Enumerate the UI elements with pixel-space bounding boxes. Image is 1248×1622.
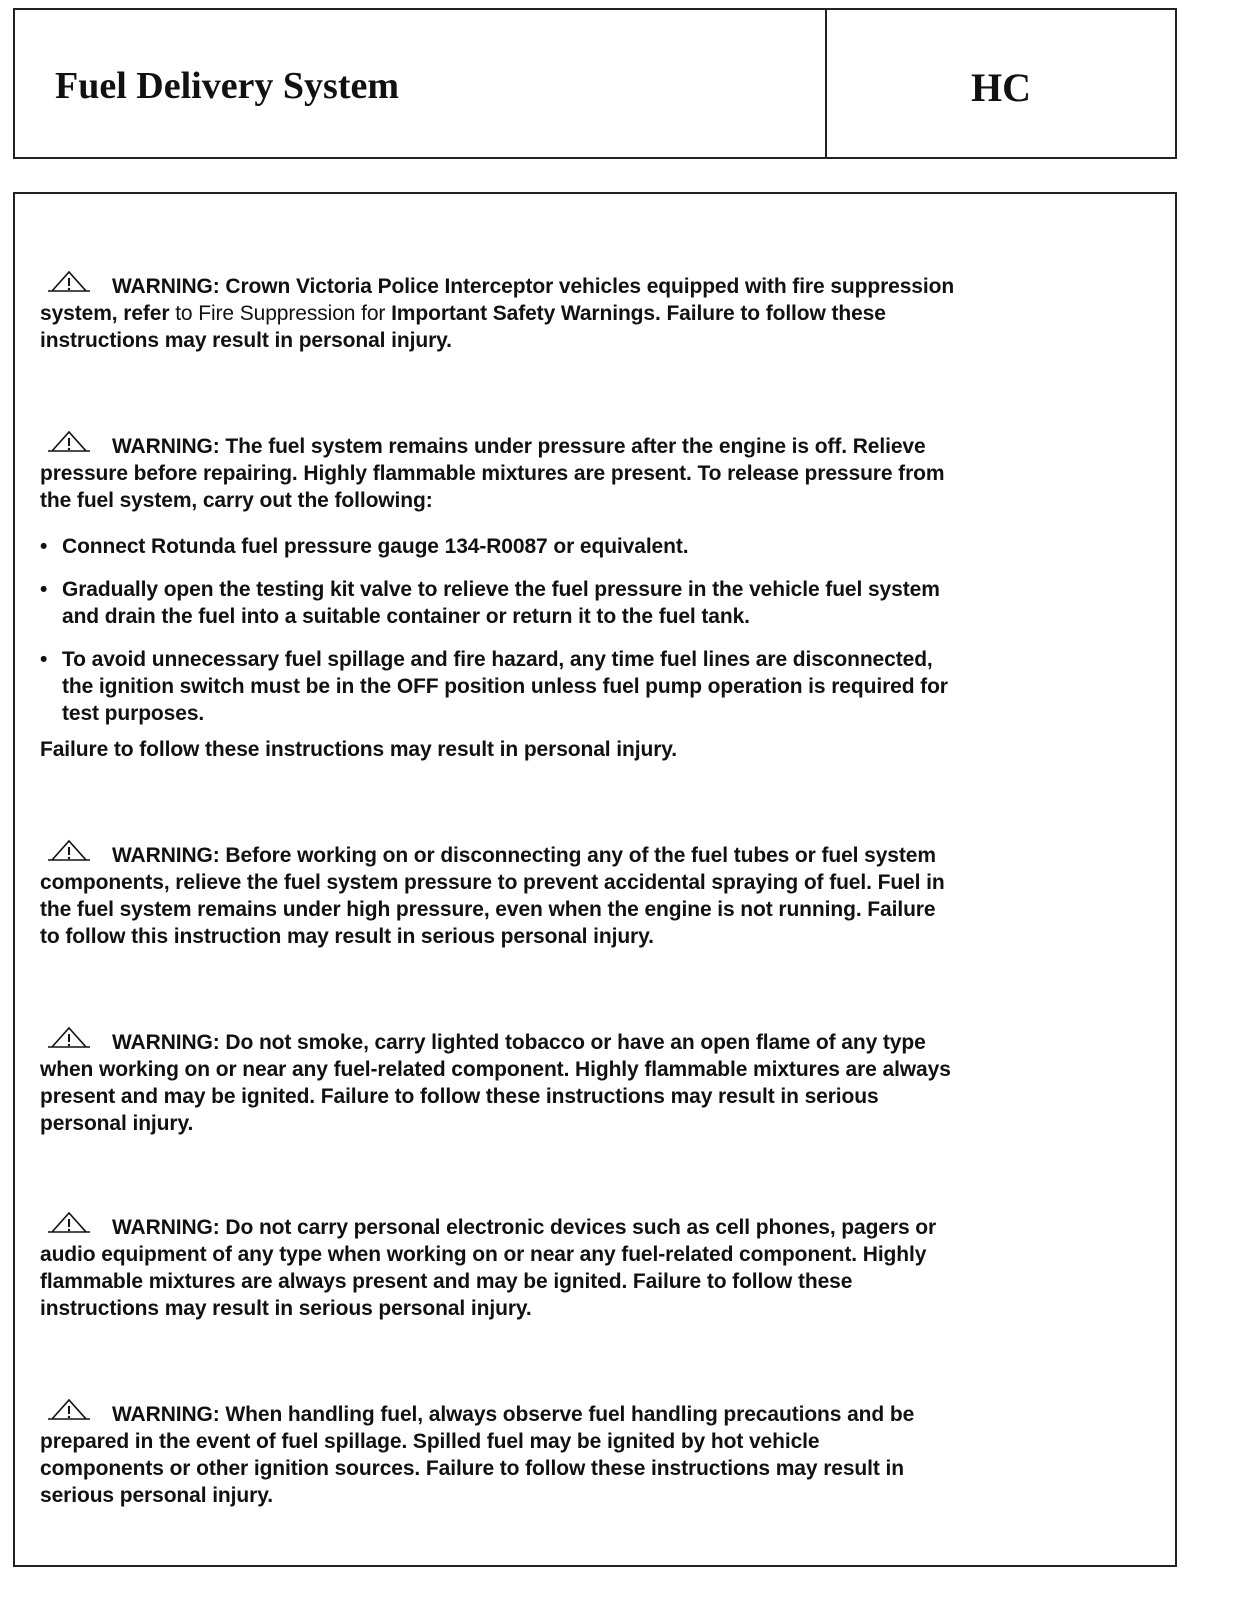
text-line: personal injury. xyxy=(40,1112,194,1135)
warning-paragraph xyxy=(40,1029,1160,1137)
text-line: components or other ignition sources. Failure to follow these instructions may result in xyxy=(40,1457,904,1480)
bullet: • xyxy=(40,578,48,601)
text-line: serious personal injury. xyxy=(40,1484,273,1507)
warning-triangle-icon xyxy=(48,269,90,295)
text-line: WARNING: When handling fuel, always observe fuel handling precautions and be xyxy=(112,1403,915,1426)
section-code: HC xyxy=(971,65,1031,110)
text-line: flammable mixtures are always present and may be ignited. Failure to follow these xyxy=(40,1270,853,1293)
warning-paragraph xyxy=(40,273,1160,354)
bullet-item xyxy=(40,576,1160,630)
bullet-item xyxy=(40,646,1160,727)
bullet-item xyxy=(40,533,1160,560)
warning-paragraph xyxy=(40,1214,1160,1322)
text-line: test purposes. xyxy=(62,702,205,725)
warning-triangle-icon xyxy=(48,1210,90,1236)
text-line: prepared in the event of fuel spillage. Spilled fuel may be ignited by hot vehicle xyxy=(40,1430,820,1453)
text: to Fire Suppression for xyxy=(175,302,386,325)
text-line: to follow this instruction may result in serious personal injury. xyxy=(40,925,654,948)
text-line: present and may be ignited. Failure to follow these instructions may result in serious xyxy=(40,1085,879,1108)
text-line: and drain the fuel into a suitable container or return it to the fuel tank. xyxy=(62,605,750,628)
warning-paragraph xyxy=(40,842,1160,950)
text-line: Gradually open the testing kit valve to relieve the fuel pressure in the vehicle fuel system xyxy=(62,578,940,601)
text-line: the fuel system remains under high pressure, even when the engine is not running. Failure xyxy=(40,898,936,921)
warning-paragraph xyxy=(40,1401,1160,1509)
bullet: • xyxy=(40,648,48,671)
text-line: Connect Rotunda fuel pressure gauge 134-R0087 or equivalent. xyxy=(62,535,689,558)
text-line: WARNING: Do not smoke, carry lighted tobacco or have an open flame of any type xyxy=(112,1031,926,1054)
warning-paragraph xyxy=(40,433,1160,514)
text-line: pressure before repairing. Highly flammable mixtures are present. To release pressure from xyxy=(40,462,945,485)
text: Important Safety Warnings. Failure to follow these xyxy=(385,302,886,325)
page-title: Fuel Delivery System xyxy=(55,65,400,107)
text-line: instructions may result in serious personal injury. xyxy=(40,1297,532,1320)
text-line: WARNING: The fuel system remains under pressure after the engine is off. Relieve xyxy=(112,435,926,458)
text-line: instructions may result in personal injury. xyxy=(40,329,452,352)
text-line xyxy=(40,300,1160,327)
text-line: WARNING: Crown Victoria Police Interceptor vehicles equipped with fire suppression xyxy=(112,275,955,298)
text-line: the fuel system, carry out the following: xyxy=(40,489,433,512)
text: system, refer xyxy=(40,302,176,325)
text-line: WARNING: Before working on or disconnecting any of the fuel tubes or fuel system xyxy=(112,844,936,867)
text-line: the ignition switch must be in the OFF position unless fuel pump operation is required for xyxy=(62,675,948,698)
warning-triangle-icon xyxy=(48,1025,90,1051)
warning-triangle-icon xyxy=(48,429,90,455)
text-line: WARNING: Do not carry personal electronic devices such as cell phones, pagers or xyxy=(112,1216,937,1239)
text-line: audio equipment of any type when working on or near any fuel-related component. Highly xyxy=(40,1243,927,1266)
header-box xyxy=(13,8,1177,159)
warning-triangle-icon xyxy=(48,838,90,864)
paragraph xyxy=(40,736,1160,763)
bullet: • xyxy=(40,535,48,558)
text-line: when working on or near any fuel-related component. Highly flammable mixtures are always xyxy=(40,1058,951,1081)
text-line: To avoid unnecessary fuel spillage and fire hazard, any time fuel lines are disconnected, xyxy=(62,648,933,671)
text-line: Failure to follow these instructions may result in personal injury. xyxy=(40,738,678,761)
text-line: components, relieve the fuel system pressure to prevent accidental spraying of fuel. Fuel in xyxy=(40,871,945,894)
warning-triangle-icon xyxy=(48,1397,90,1423)
